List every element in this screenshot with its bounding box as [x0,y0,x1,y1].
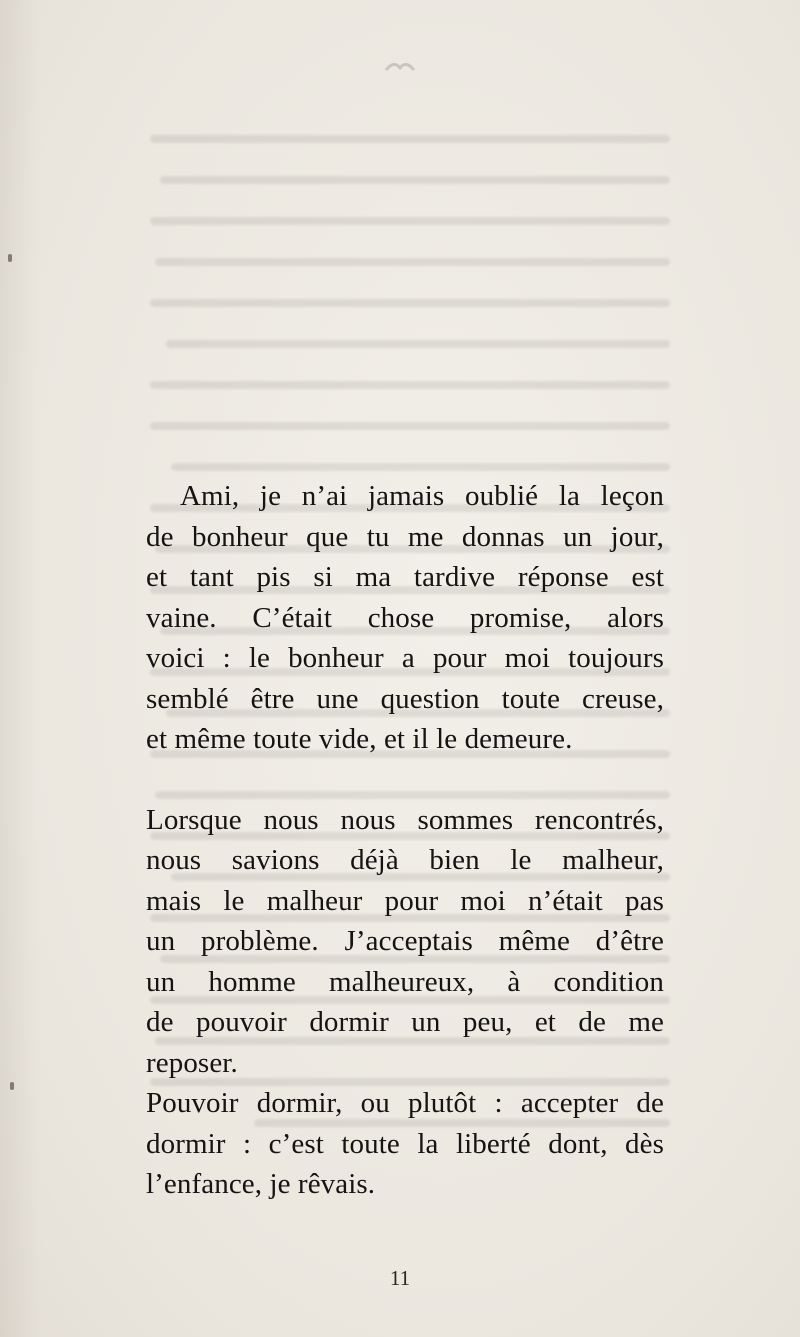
text-line: voici : le bonheur a pour moi toujours [146,642,664,674]
text-line: mais le malheur pour moi n’était pas [146,884,664,917]
text-line: et tant pis si ma tardive réponse est [146,561,664,593]
page-number: 11 [389,1266,411,1290]
text-line: de pouvoir dormir un peu, et de me [146,1006,664,1038]
text-line: Ami, je n’ai jamais oublié la leçon [180,480,664,512]
margin-mark [8,254,12,262]
text-line: vaine. C’était chose promise, alors [146,601,664,634]
text-line: dormir : c’est toute la liberté dont, dès [146,1127,664,1160]
paragraph-2 [146,800,664,1084]
text-line: l’enfance, je rêvais. [146,1168,376,1200]
paragraph-gap [146,760,664,800]
paragraph-1 [146,476,664,760]
text-line: semblé être une question toute creuse, [146,682,664,715]
text-line: Pouvoir dormir, ou plutôt : accepter de [146,1087,664,1119]
text-line: Lorsque nous nous sommes rencontrés, [146,803,664,836]
paragraph-3 [146,1083,664,1205]
ornament-icon [382,56,418,76]
text-line: nous savions déjà bien le malheur, [146,844,664,876]
text-line: un homme malheureux, à condition [146,965,664,998]
main-text [146,476,664,1205]
text-line: et même toute vide, et il le demeure. [146,723,573,755]
margin-mark [10,1082,14,1090]
text-line: un problème. J’acceptais même d’être [146,925,664,957]
text-line: reposer. [146,1046,238,1079]
text-line: de bonheur que tu me donnas un jour, [146,520,664,553]
